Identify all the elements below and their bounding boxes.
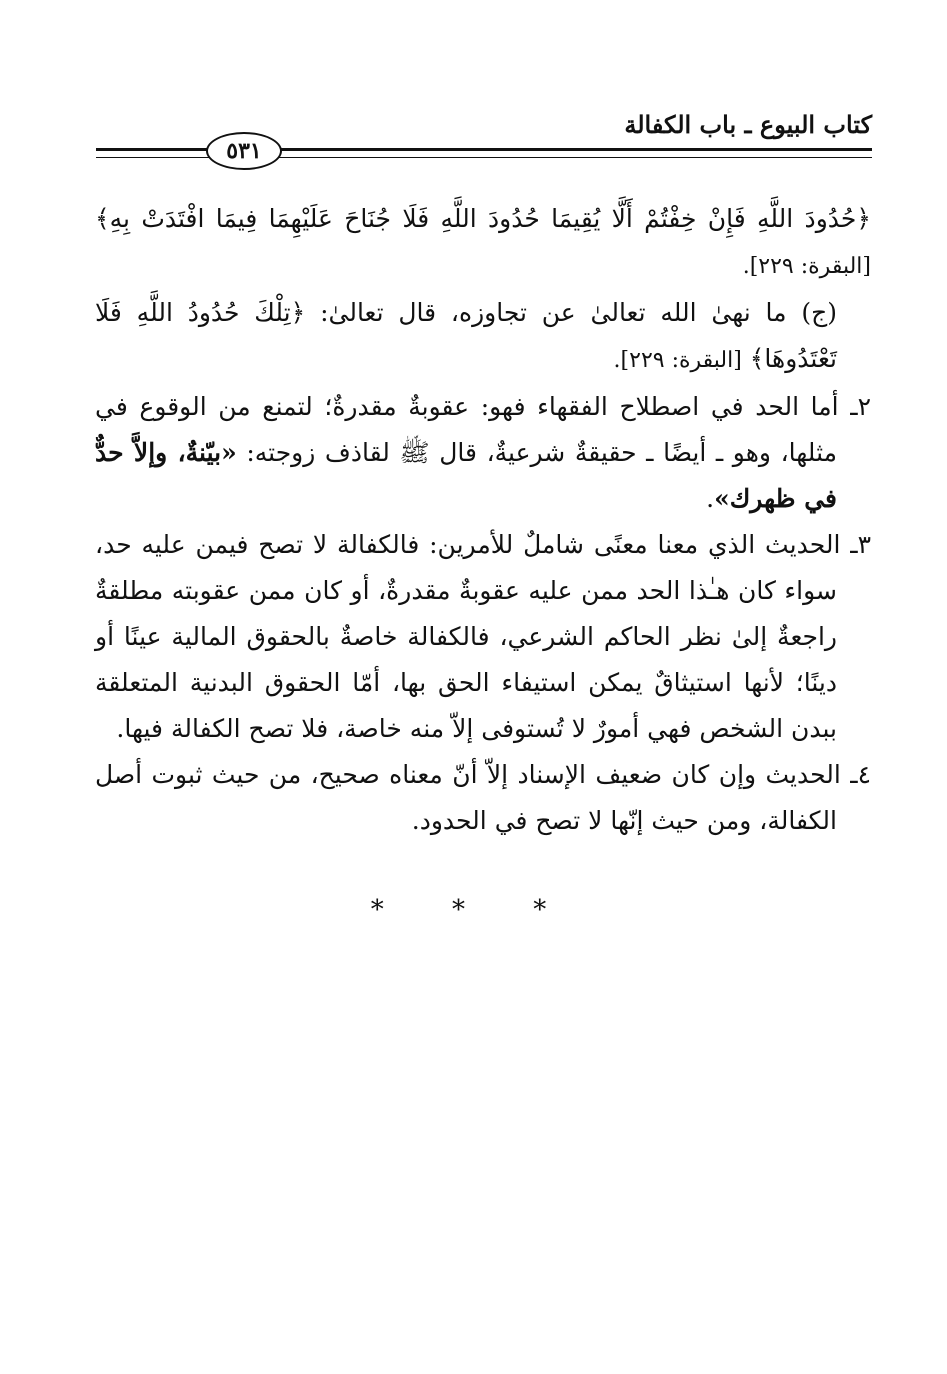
- list-item-2: [95, 384, 871, 522]
- section-end-ornament: * * *: [370, 895, 577, 925]
- list-item-4: ٤ـ الحديث وإن كان ضعيف الإسناد إلاّ أنّ معناه صحيح، من حيث ثبوت أصل الكفالة، ومن حيث إنّها لا تصح في الحدود.: [95, 760, 871, 835]
- page-header: [96, 96, 872, 176]
- paragraph-c-text: (ج) ما نهىٰ الله تعالىٰ عن تجاوزه، قال تعالىٰ:: [320, 298, 837, 327]
- item-2-text: ٢ـ أما الحد في اصطلاح الفقهاء فهو: عقوبةٌ مقدرةٌ؛ لتمنع من الوقوع في مثلها، وهو ـ أيضًا ـ حقيقةٌ شرعيةٌ، قال ﷺ لقاذف زوجته:: [95, 392, 871, 467]
- list-item-3: ٣ـ الحديث الذي معنا معنًى شاملٌ للأمرين: فالكفالة لا تصح فيمن عليه حد، سواء كان هـٰذا الحد ممن عليه عقوبةٌ مقدرةٌ، أو كان ممن عقوبته مطلقةٌ راجعةٌ إلىٰ نظر الحاكم الشرعي، فالكفالة خاصةٌ بالحقوق المالية عينًا أو دينًا؛ لأنها استيثاقٌ يمكن استيفاء الحق بها، أمّا الحقوق البدنية المتعلقة ببدن الشخص فهي أمورٌ لا تُستوفى إلاّ منه خاصة، فلا تصح الكفالة فيها.: [95, 530, 871, 743]
- page-number: ٥٣١: [206, 132, 282, 170]
- quran-reference-2: [البقرة: ٢٢٩].: [613, 348, 742, 373]
- quran-quote-1: ﴿حُدُودَ اللَّهِ فَإِنْ خِفْتُمْ أَلَّا يُقِيمَا حُدُودَ اللَّهِ فَلَا جُنَاحَ عَلَيْهِمَا فِيمَا افْتَدَتْ بِهِ﴾: [95, 204, 871, 233]
- body-text: [95, 196, 871, 844]
- quran-reference-1: [البقرة: ٢٢٩].: [742, 254, 871, 279]
- running-title: كتاب البيوع ـ باب الكفالة: [624, 110, 872, 139]
- quran-quote-2: ﴿تِلْكَ حُدُودُ اللَّهِ فَلَا تَعْتَدُوهَا﴾: [95, 298, 837, 373]
- hadith-quote: «بيّنةٌ، وإلاَّ حدٌّ في ظهرك»: [95, 438, 837, 513]
- verse-continuation: [95, 196, 871, 290]
- paragraph-c: [95, 290, 871, 384]
- item-2-end: .: [706, 484, 715, 513]
